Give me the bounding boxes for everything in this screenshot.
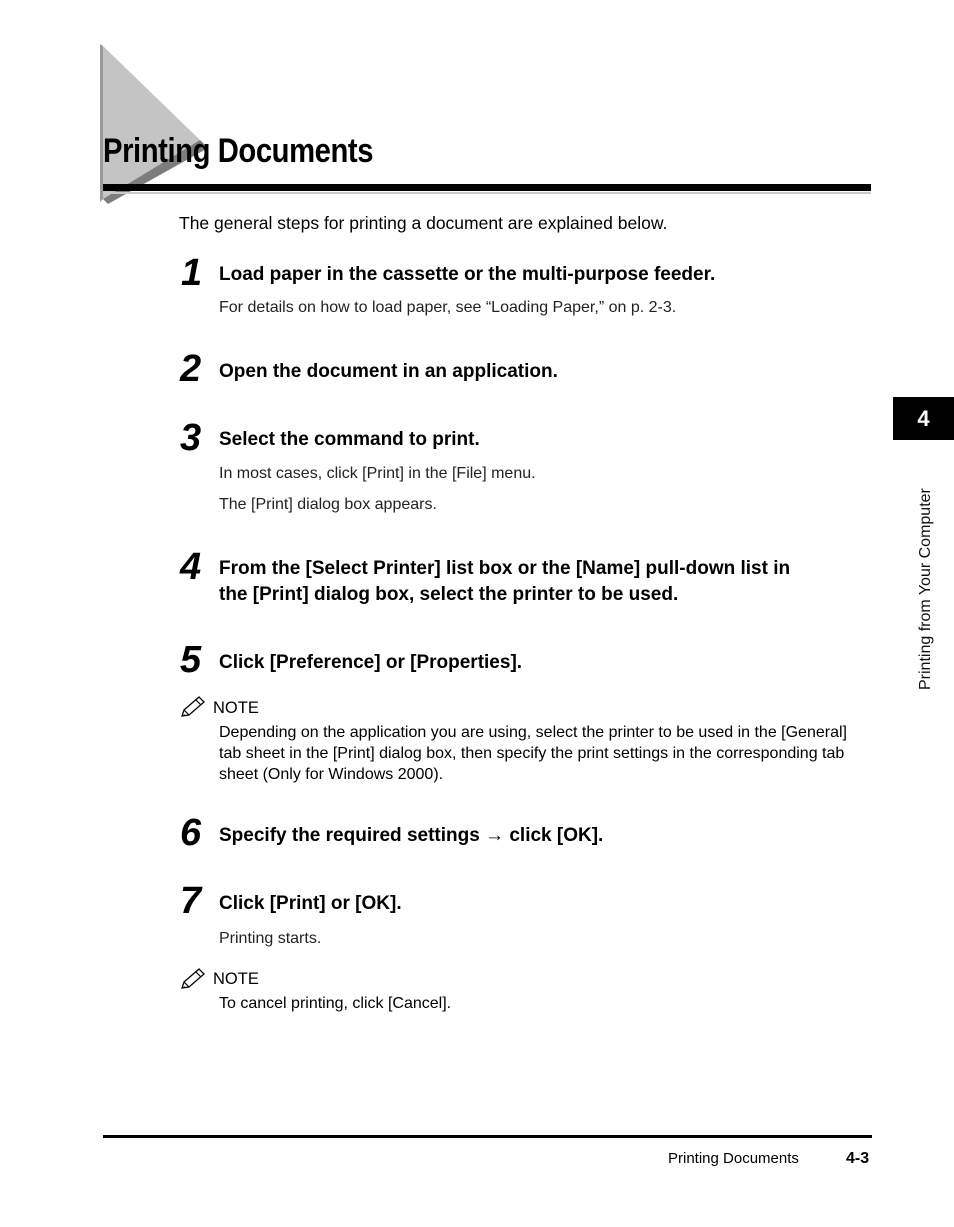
- title-rule-shadow: [103, 192, 871, 194]
- chapter-side-label: Printing from Your Computer: [917, 488, 934, 690]
- step-detail: The [Print] dialog box appears.: [219, 496, 437, 513]
- note-label: NOTE: [213, 699, 259, 717]
- step-heading: Click [Print] or [OK].: [219, 893, 402, 914]
- step-number: 4: [180, 546, 202, 588]
- note-line: tab sheet in the [Print] dialog box, then specify the print settings in the corresponding tab: [219, 745, 845, 762]
- note-line: To cancel printing, click [Cancel].: [219, 995, 452, 1012]
- step-number: 7: [180, 880, 202, 922]
- step-heading: Load paper in the cassette or the multi-purpose feeder.: [219, 264, 716, 285]
- page-number: 4-3: [846, 1150, 870, 1167]
- triangle-arrow-icon: [100, 44, 210, 204]
- step-heading: Select the command to print.: [219, 429, 480, 450]
- step-number: 2: [180, 348, 202, 390]
- step-heading: Click [Preference] or [Properties].: [219, 652, 523, 673]
- step-heading: From the [Select Printer] list box or the [Name] pull-down list in: [219, 558, 791, 579]
- note-line: Depending on the application you are using, select the printer to be used in the [General]: [219, 724, 847, 741]
- note-line: sheet (Only for Windows 2000).: [219, 766, 444, 783]
- step-detail: Printing starts.: [219, 930, 322, 947]
- chapter-tab[interactable]: [893, 397, 954, 440]
- step-heading: the [Print] dialog box, select the printer to be used.: [219, 584, 679, 605]
- footer-rule: [103, 1135, 872, 1138]
- note-label: NOTE: [213, 970, 259, 988]
- note-text: [219, 722, 879, 785]
- step-detail: For details on how to load paper, see “Loading Paper,” on p. 2-3.: [219, 299, 677, 316]
- step-number: 5: [180, 639, 202, 681]
- step-detail: In most cases, click [Print] in the [File] menu.: [219, 465, 536, 482]
- page-title: Printing Documents: [103, 132, 374, 170]
- step-heading: Open the document in an application.: [219, 361, 558, 382]
- pencil-icon: [179, 967, 207, 991]
- note-text: [219, 993, 451, 1014]
- title-rule: [103, 184, 871, 191]
- step-heading: Specify the required settings → click [OK].: [219, 825, 604, 846]
- step-number: 6: [180, 812, 202, 854]
- intro-text: The general steps for printing a document are explained below.: [179, 213, 668, 233]
- chapter-number: 4: [917, 405, 930, 431]
- step-number: 1: [181, 252, 203, 294]
- step-number: 3: [180, 417, 202, 459]
- footer-section-title: Printing Documents: [668, 1150, 799, 1167]
- pencil-icon: [179, 695, 207, 719]
